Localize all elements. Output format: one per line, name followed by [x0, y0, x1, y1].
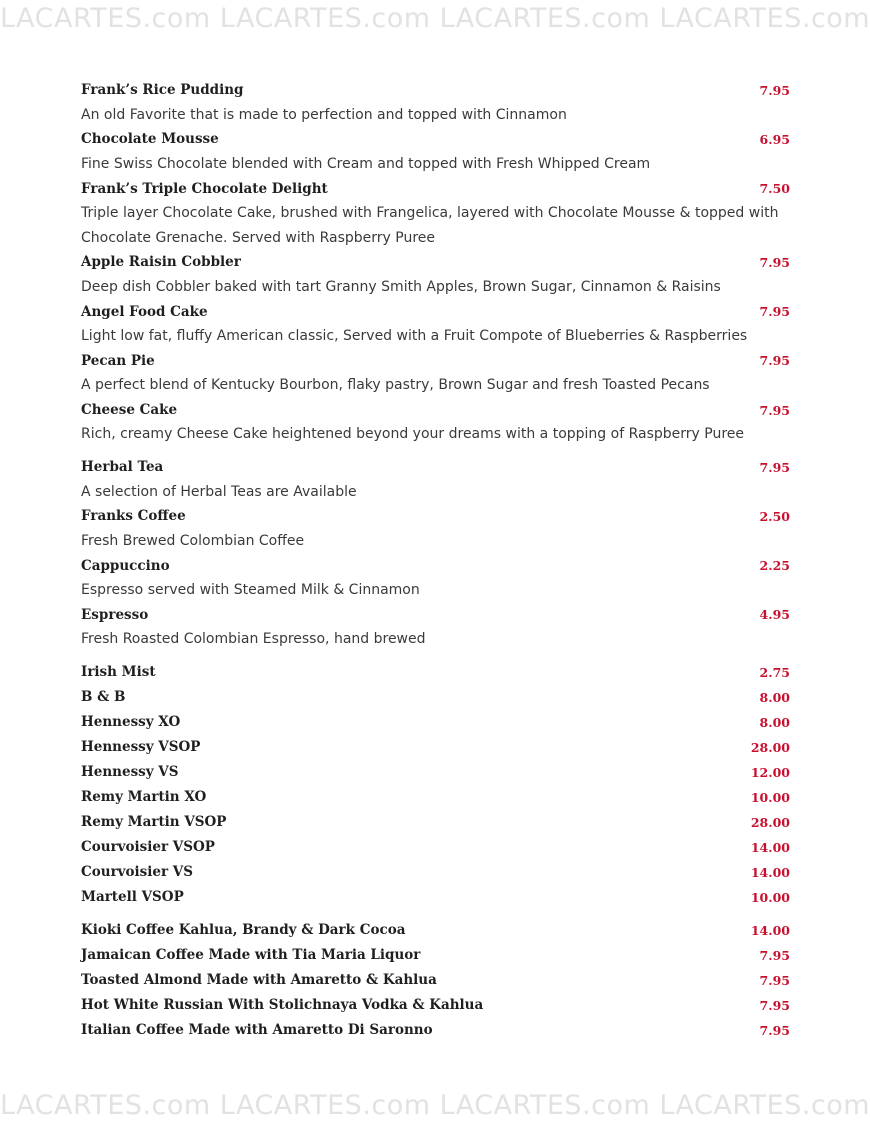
- menu-item-row: [81, 299, 790, 324]
- menu-item-price: 28.00: [750, 739, 790, 755]
- menu-item-description: Triple layer Chocolate Cake, brushed with Frangelica, layered with Chocolate Mousse & topped with Chocolate Grenache. Served with Raspberry Puree: [81, 204, 779, 246]
- menu-item-price: 8.00: [759, 689, 790, 705]
- menu-item-description: Fine Swiss Chocolate blended with Cream and topped with Fresh Whipped Cream: [81, 155, 651, 172]
- menu-item-price: 8.00: [759, 714, 790, 730]
- menu-item-row: [81, 176, 790, 201]
- menu-item-price: 7.95: [759, 947, 790, 963]
- menu-item-row: [81, 1018, 790, 1043]
- menu-item-name: Apple Raisin Cobbler: [81, 254, 241, 271]
- menu-item-name: Remy Martin VSOP: [81, 814, 227, 831]
- menu-item-price: 2.25: [759, 558, 790, 574]
- menu-item-price: 12.00: [750, 764, 790, 780]
- menu-item-name: Irish Mist: [81, 664, 156, 681]
- menu-item-price: 14.00: [750, 864, 790, 880]
- menu-page: [81, 78, 790, 1043]
- menu-item-price: 2.50: [759, 508, 790, 524]
- menu-item-name: Frank’s Triple Chocolate Delight: [81, 180, 328, 197]
- menu-item-price: 28.00: [750, 814, 790, 830]
- menu-item: [81, 943, 790, 968]
- menu-item-row: [81, 398, 790, 423]
- menu-item-name: Jamaican Coffee Made with Tia Maria Liquor: [81, 947, 421, 964]
- menu-item: [81, 760, 790, 785]
- menu-item: [81, 993, 790, 1018]
- menu-item: [81, 918, 790, 943]
- menu-item-row: [81, 602, 790, 627]
- menu-item: [81, 176, 790, 250]
- coffee-tea-section: [81, 455, 790, 652]
- menu-item-name: Espresso: [81, 606, 149, 623]
- menu-item-row: [81, 760, 790, 785]
- menu-item-row: [81, 860, 790, 885]
- menu-item: [81, 735, 790, 760]
- menu-item-name: Chocolate Mousse: [81, 131, 219, 148]
- menu-item: [81, 398, 790, 447]
- menu-item: [81, 785, 790, 810]
- menu-item-description: Fresh Brewed Colombian Coffee: [81, 532, 305, 549]
- menu-item-row: [81, 918, 790, 943]
- menu-item-name: Cheese Cake: [81, 402, 178, 419]
- menu-item-price: 6.95: [759, 131, 790, 147]
- menu-item-name: Courvoisier VS: [81, 864, 194, 881]
- liqueurs-section: [81, 660, 790, 910]
- menu-item-name: Hennessy VS: [81, 764, 179, 781]
- menu-item-price: 7.95: [759, 82, 790, 98]
- menu-item: [81, 455, 790, 504]
- menu-item-row: [81, 785, 790, 810]
- menu-item-description: An old Favorite that is made to perfection and topped with Cinnamon: [81, 106, 567, 123]
- menu-item-row: [81, 885, 790, 910]
- menu-item-description: Rich, creamy Cheese Cake heightened beyond your dreams with a topping of Raspberry Puree: [81, 426, 744, 443]
- menu-item-description: A selection of Herbal Teas are Available: [81, 483, 357, 500]
- menu-item: [81, 660, 790, 685]
- menu-item-price: 7.95: [759, 304, 790, 320]
- menu-item-name: Hennessy XO: [81, 714, 181, 731]
- menu-item-name: Martell VSOP: [81, 889, 184, 906]
- menu-item-price: 7.95: [759, 1022, 790, 1038]
- menu-item-price: 7.95: [759, 353, 790, 369]
- menu-item: [81, 127, 790, 176]
- menu-item-description: Fresh Roasted Colombian Espresso, hand brewed: [81, 631, 426, 648]
- menu-item-name: Franks Coffee: [81, 508, 186, 525]
- menu-item-row: [81, 349, 790, 374]
- menu-item: [81, 835, 790, 860]
- menu-item-price: 7.95: [759, 997, 790, 1013]
- menu-item-row: [81, 127, 790, 152]
- menu-item-row: [81, 78, 790, 103]
- menu-item-price: 7.95: [759, 972, 790, 988]
- menu-item-price: 10.00: [750, 889, 790, 905]
- menu-item: [81, 710, 790, 735]
- menu-item-name: Angel Food Cake: [81, 303, 208, 320]
- menu-item: [81, 504, 790, 553]
- menu-item-name: Courvoisier VSOP: [81, 839, 215, 856]
- menu-item-row: [81, 250, 790, 275]
- menu-item-row: [81, 968, 790, 993]
- menu-item-name: Frank’s Rice Pudding: [81, 82, 244, 99]
- menu-item-price: 2.75: [759, 664, 790, 680]
- menu-item-price: 14.00: [750, 922, 790, 938]
- menu-item-row: [81, 735, 790, 760]
- menu-item: [81, 299, 790, 348]
- menu-item-name: Cappuccino: [81, 557, 170, 574]
- desserts-section: [81, 78, 790, 447]
- menu-item: [81, 810, 790, 835]
- menu-item: [81, 602, 790, 651]
- menu-item: [81, 968, 790, 993]
- menu-item-row: [81, 455, 790, 480]
- menu-item-name: Italian Coffee Made with Amaretto Di Saronno: [81, 1022, 433, 1039]
- menu-item-row: [81, 553, 790, 578]
- menu-item-name: Hennessy VSOP: [81, 739, 201, 756]
- menu-item: [81, 553, 790, 602]
- menu-item: [81, 349, 790, 398]
- menu-item-price: 14.00: [750, 839, 790, 855]
- menu-item-price: 7.95: [759, 402, 790, 418]
- menu-item: [81, 250, 790, 299]
- menu-item-description: A perfect blend of Kentucky Bourbon, flaky pastry, Brown Sugar and fresh Toasted Pecans: [81, 377, 710, 394]
- menu-item: [81, 1018, 790, 1043]
- specialty-coffees-section: [81, 918, 790, 1043]
- menu-item-row: [81, 660, 790, 685]
- menu-item-name: Kioki Coffee Kahlua, Brandy & Dark Cocoa: [81, 922, 406, 939]
- menu-item: [81, 860, 790, 885]
- menu-item-name: Hot White Russian With Stolichnaya Vodka & Kahlua: [81, 997, 484, 1014]
- menu-item-price: 4.95: [759, 607, 790, 623]
- menu-item-description: Espresso served with Steamed Milk & Cinnamon: [81, 581, 420, 598]
- menu-item-description: Light low fat, fluffy American classic, Served with a Fruit Compote of Blueberries & Raspberries: [81, 327, 748, 344]
- menu-item-row: [81, 943, 790, 968]
- menu-item: [81, 885, 790, 910]
- menu-item-price: 7.50: [759, 181, 790, 197]
- menu-item-name: Pecan Pie: [81, 352, 155, 369]
- menu-item-name: Remy Martin XO: [81, 789, 207, 806]
- menu-item-price: 7.95: [759, 254, 790, 270]
- menu-item-description: Deep dish Cobbler baked with tart Granny Smith Apples, Brown Sugar, Cinnamon & Raisins: [81, 278, 721, 295]
- menu-item-name: Herbal Tea: [81, 459, 164, 476]
- menu-item-row: [81, 835, 790, 860]
- menu-item-row: [81, 710, 790, 735]
- watermark-top: LACARTES.com LACARTES.com LACARTES.com LACARTES.com: [0, 3, 870, 34]
- watermark-bottom: LACARTES.com LACARTES.com LACARTES.com LACARTES.com: [0, 1090, 870, 1121]
- menu-item-price: 7.95: [759, 459, 790, 475]
- menu-item-row: [81, 504, 790, 529]
- menu-item-name: Toasted Almond Made with Amaretto & Kahlua: [81, 972, 437, 989]
- menu-item-row: [81, 993, 790, 1018]
- menu-item: [81, 78, 790, 127]
- menu-item-name: B & B: [81, 689, 126, 706]
- menu-item: [81, 685, 790, 710]
- menu-item-row: [81, 685, 790, 710]
- menu-item-price: 10.00: [750, 789, 790, 805]
- menu-item-row: [81, 810, 790, 835]
